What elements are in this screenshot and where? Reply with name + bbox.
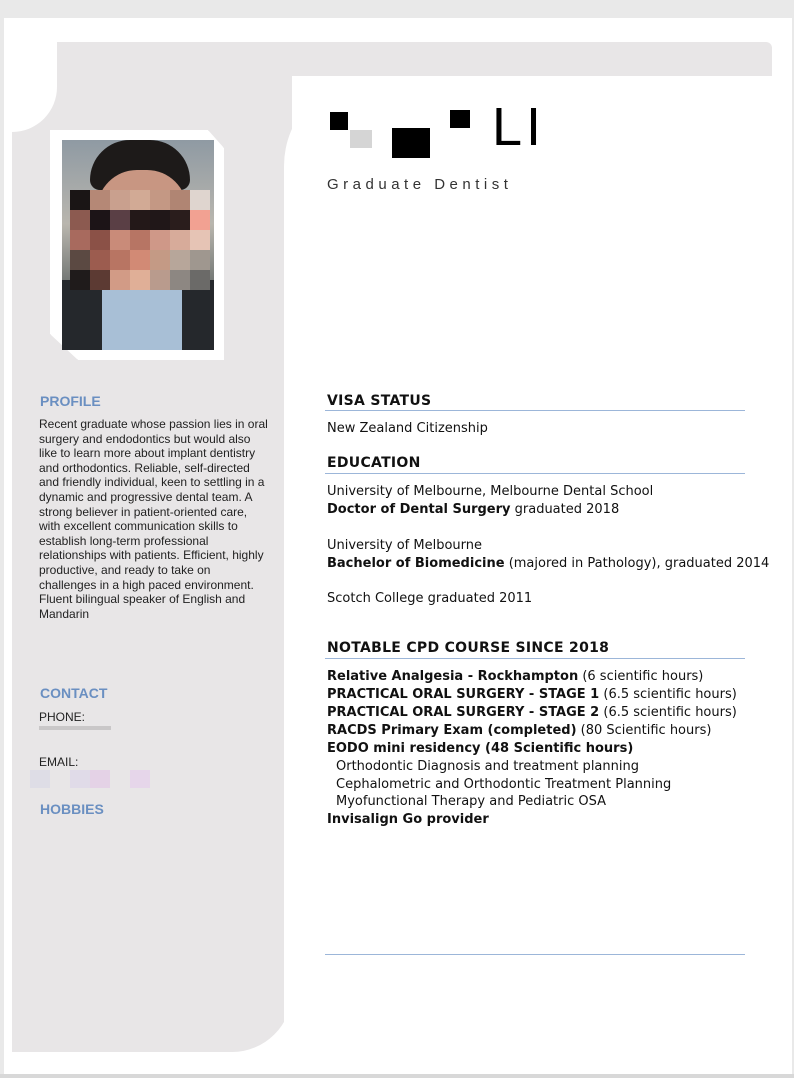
name-redaction [392, 128, 430, 158]
cpd-item [327, 812, 489, 827]
cpd-item [327, 723, 711, 738]
name-heading: LI [492, 97, 546, 157]
contact-heading: CONTACT [40, 685, 108, 701]
phone-redaction [39, 726, 111, 730]
education-heading: EDUCATION [327, 455, 421, 471]
email-redaction [90, 770, 110, 788]
email-redaction [70, 770, 90, 788]
hobbies-heading: HOBBIES [40, 801, 104, 817]
photo-shirt [102, 290, 182, 350]
cpd-item-detail: (6 scientific hours) [578, 669, 704, 684]
name-redaction [450, 110, 470, 128]
education-line [327, 556, 769, 571]
email-redaction [130, 770, 150, 788]
education-line: Scotch College graduated 2011 [327, 591, 533, 606]
visa-heading: VISA STATUS [327, 393, 432, 409]
cpd-sub-item: Cephalometric and Orthodontic Treatment Planning [336, 777, 672, 792]
cpd-sub-item: Myofunctional Therapy and Pediatric OSA [336, 794, 606, 809]
degree-detail: (majored in Pathology), graduated 2014 [504, 556, 770, 571]
degree-name: Doctor of Dental Surgery [327, 502, 511, 517]
education-rule [325, 473, 745, 474]
cpd-item [327, 705, 737, 720]
cpd-item-name: Relative Analgesia - Rockhampton [327, 669, 579, 684]
phone-label: PHONE: [39, 710, 86, 724]
name-redaction [330, 112, 348, 130]
education-line: University of Melbourne [327, 538, 482, 553]
education-line: University of Melbourne, Melbourne Dental School [327, 484, 654, 499]
profile-heading: PROFILE [40, 393, 101, 409]
cpd-item-detail: (80 Scientific hours) [576, 723, 712, 738]
email-label: EMAIL: [39, 755, 79, 769]
cpd-item-name: PRACTICAL ORAL SURGERY - STAGE 2 [327, 705, 600, 720]
top-band [12, 42, 772, 76]
cpd-sub-item: Orthodontic Diagnosis and treatment planning [336, 759, 639, 774]
cpd-item-detail: (6.5 scientific hours) [599, 705, 737, 720]
cpd-rule [325, 658, 745, 659]
cpd-item-name: RACDS Primary Exam (completed) [327, 723, 577, 738]
visa-rule [325, 410, 745, 411]
cpd-item-name: PRACTICAL ORAL SURGERY - STAGE 1 [327, 687, 600, 702]
education-line [327, 502, 619, 517]
cpd-item [327, 741, 633, 756]
cpd-item [327, 687, 737, 702]
cpd-item-name: EODO mini residency (48 Scientific hours) [327, 741, 634, 756]
page-edge [0, 1074, 794, 1078]
cpd-heading: NOTABLE CPD COURSE SINCE 2018 [327, 640, 610, 656]
cpd-item-name: Invisalign Go provider [327, 812, 489, 827]
degree-name: Bachelor of Biomedicine [327, 556, 505, 571]
visa-text: New Zealand Citizenship [327, 421, 488, 436]
cpd-item [327, 669, 703, 684]
degree-detail: graduated 2018 [510, 502, 620, 517]
footer-rule [325, 954, 745, 955]
face-pixelation [70, 190, 210, 290]
email-redaction [30, 770, 50, 788]
name-redaction [350, 130, 372, 148]
cpd-item-detail: (6.5 scientific hours) [599, 687, 737, 702]
profile-text: Recent graduate whose passion lies in oral surgery and endodontics but would also like to learn more about implant dentistry and orthodontics. Reliable, self-directed and friendly individual, keen to settling in a dynamic and progressive dental team. A strong believer in patient-oriented care, with excellent communication skills to establish long-term professional relationships with patients. Efficient, highly productive, and ready to take on challenges in a high paced environment. Fluent bilingual speaker of English and Mandarin [39, 417, 268, 621]
job-title: Graduate Dentist [327, 176, 513, 193]
